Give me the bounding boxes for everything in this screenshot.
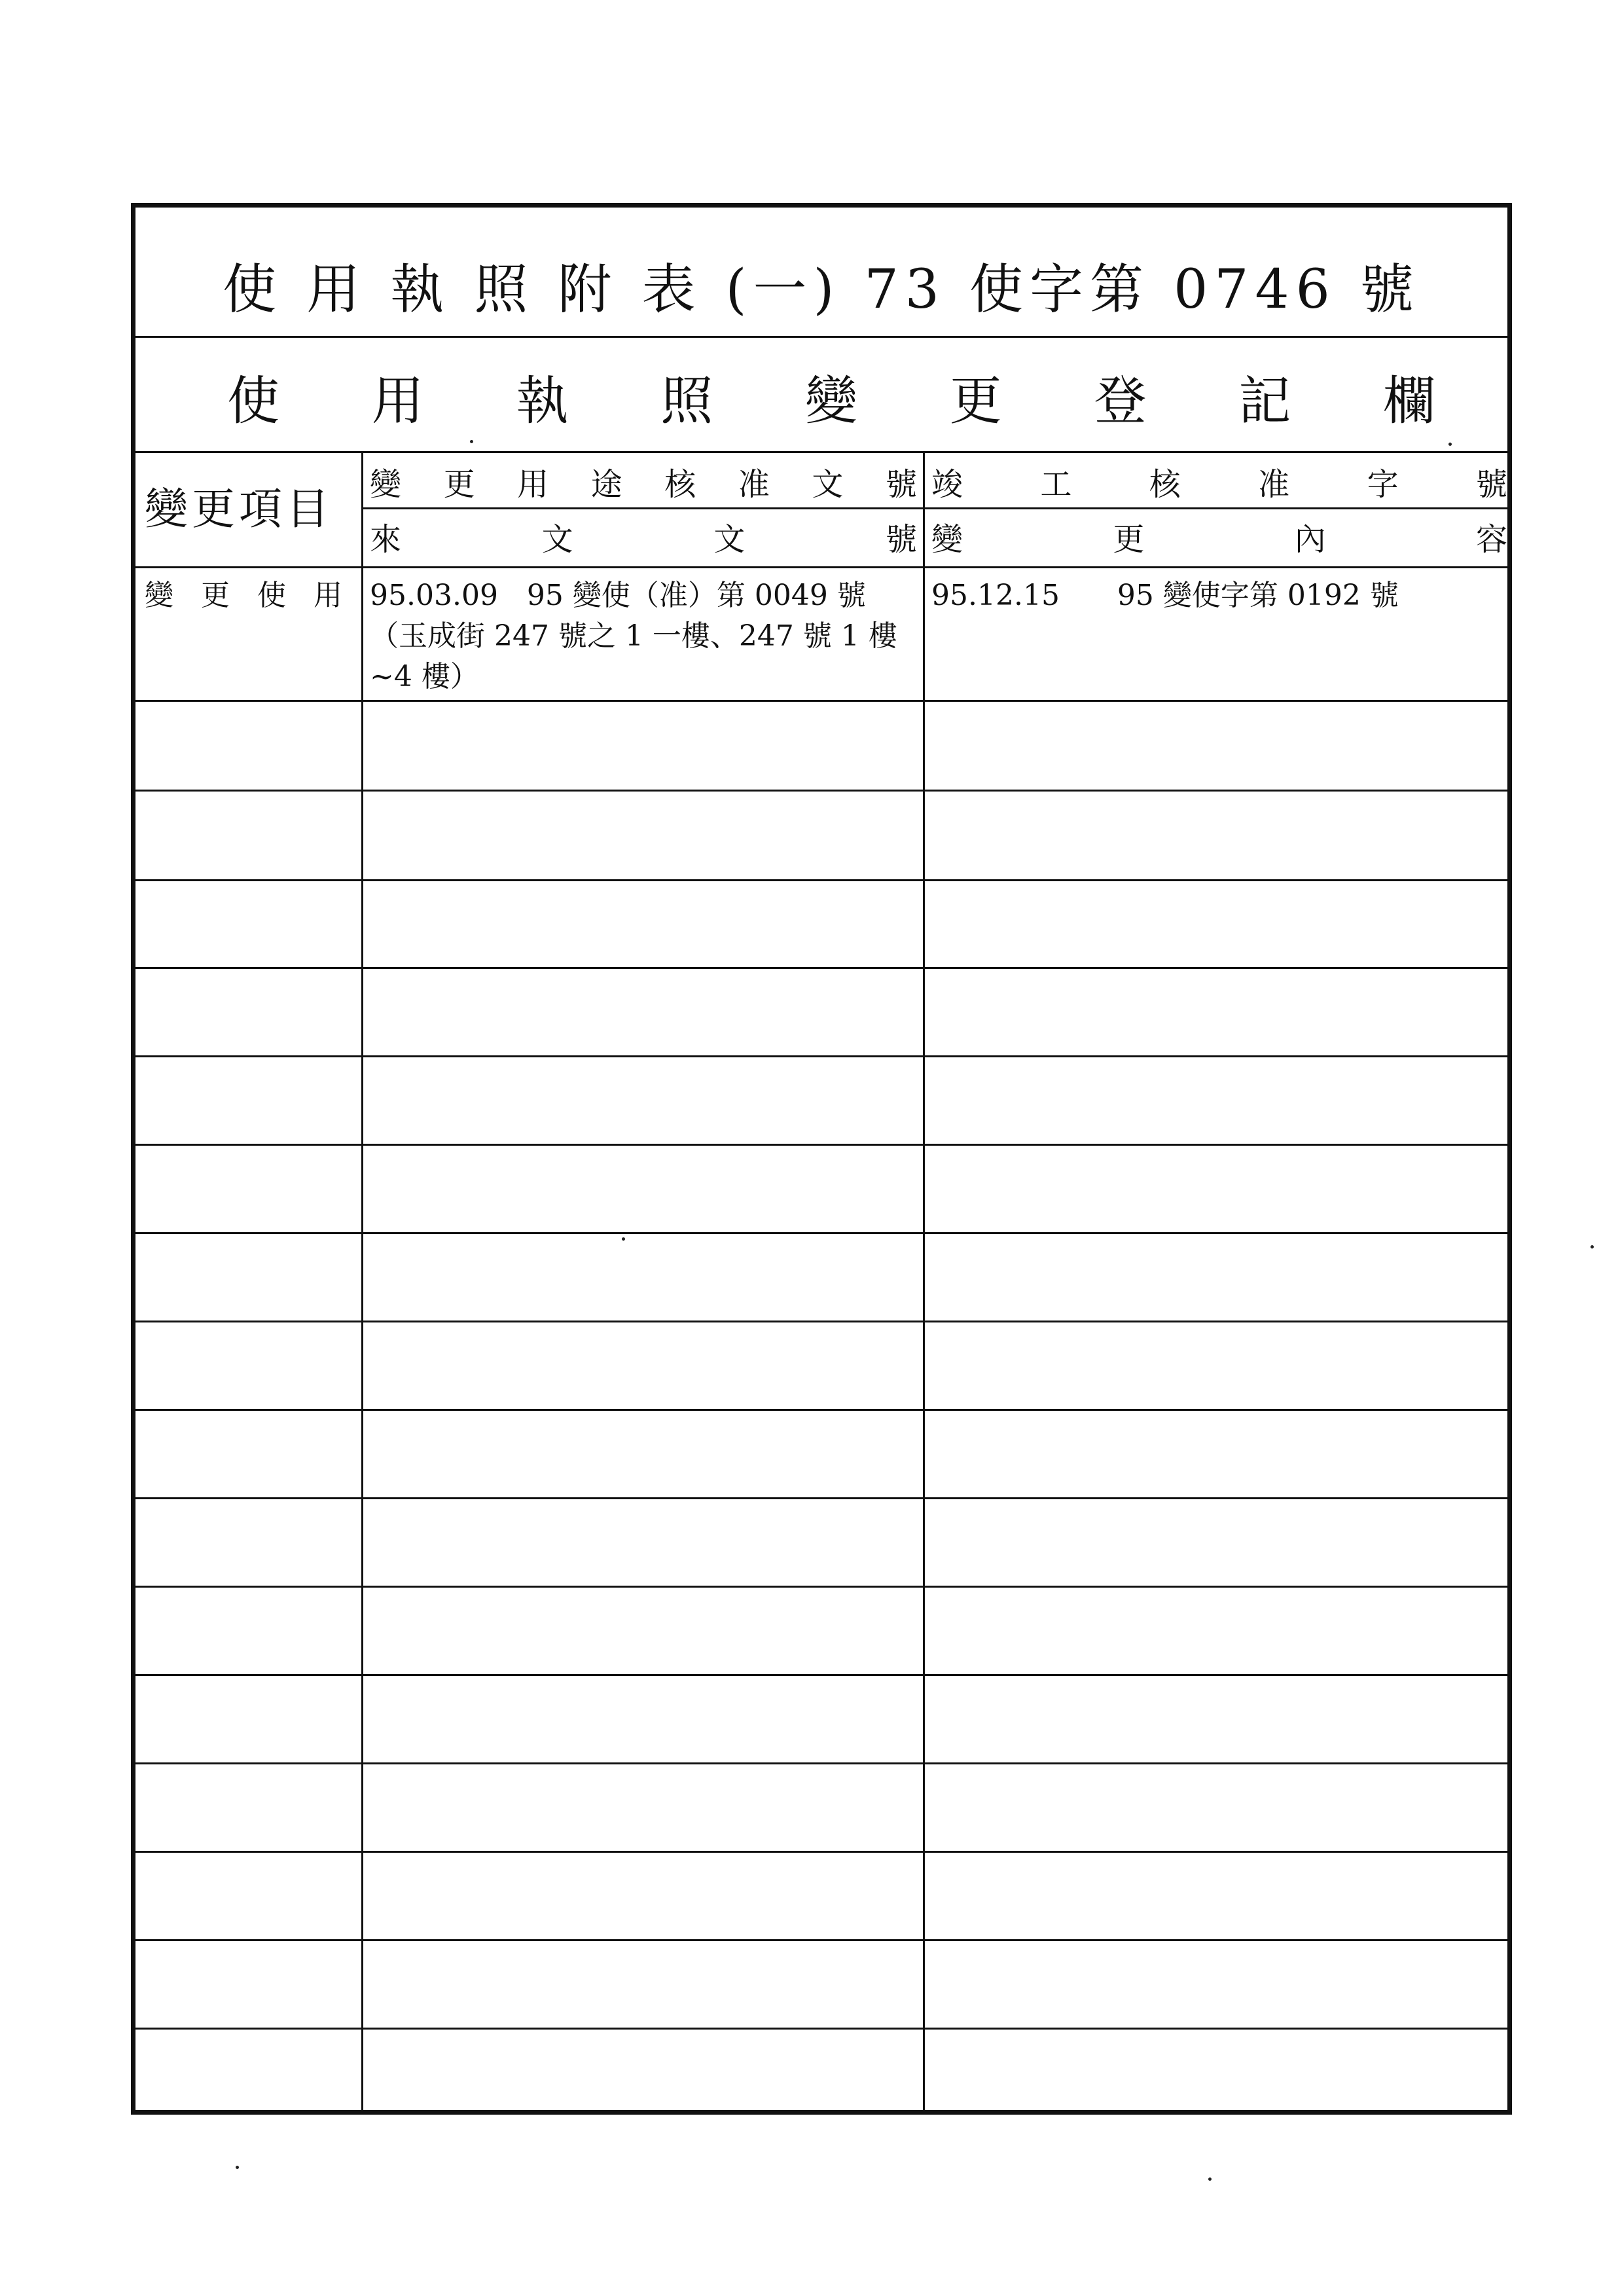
scan-speck — [1448, 443, 1452, 446]
header-char: 變 — [931, 520, 963, 558]
row-approval-doc: 95.03.09 95 變使（准）第 0049 號（玉成街 247 號之 1 一樓、247 號 1 樓~4 樓） — [370, 579, 897, 693]
header-incoming-doc — [370, 517, 917, 556]
subtitle-char: 欄 — [1383, 370, 1435, 431]
header-char: 核 — [1149, 465, 1181, 503]
divider — [363, 507, 1507, 509]
header-char: 更 — [443, 465, 475, 503]
header-char: 准 — [738, 465, 770, 503]
row-completion: 95.12.15 95 變使字第 0192 號 — [931, 579, 1399, 612]
subtitle-char: 執 — [516, 370, 569, 431]
scan-speck — [1591, 1245, 1594, 1248]
header-change-content — [931, 517, 1507, 556]
header-char: 竣 — [931, 465, 963, 503]
subtitle-char: 變 — [805, 370, 857, 431]
row-divider — [135, 1497, 1507, 1499]
header-char: 用 — [517, 465, 549, 503]
header-char: 文 — [812, 465, 844, 503]
header-completion-approval — [931, 462, 1507, 501]
license-table-frame — [131, 203, 1512, 2115]
row-divider — [135, 1409, 1507, 1411]
row-divider — [135, 1144, 1507, 1146]
row-divider — [135, 1321, 1507, 1322]
header-char: 變 — [370, 465, 402, 503]
header-char: 字 — [1367, 465, 1399, 503]
subtitle-char: 用 — [371, 370, 424, 431]
header-char: 文 — [541, 520, 573, 558]
divider — [135, 451, 1507, 453]
header-change-item: 變更項目 — [145, 484, 333, 534]
header-char: 更 — [1113, 520, 1145, 558]
scan-speck — [470, 440, 473, 443]
header-char: 內 — [1294, 520, 1326, 558]
section-subtitle — [227, 363, 1435, 429]
subtitle-char: 照 — [660, 370, 713, 431]
subtitle-char: 記 — [1238, 370, 1291, 431]
row-divider — [135, 967, 1507, 969]
scan-speck — [1208, 2178, 1212, 2181]
divider — [135, 566, 1507, 568]
row-divider — [135, 1232, 1507, 1234]
header-char: 工 — [1040, 465, 1072, 503]
row-divider — [135, 879, 1507, 881]
subtitle-char: 使 — [227, 370, 279, 431]
row-divider — [135, 700, 1507, 702]
header-char: 准 — [1258, 465, 1290, 503]
header-char: 號 — [885, 520, 917, 558]
row-divider — [135, 1851, 1507, 1853]
row-item: 變 更 使 用 — [145, 579, 351, 612]
document-title: 使 用 執 照 附 表 (一) 73 使字第 0746 號 — [223, 259, 1420, 321]
row-divider — [135, 1762, 1507, 1764]
row-divider — [135, 1674, 1507, 1676]
divider — [135, 336, 1507, 338]
header-approval-doc — [370, 462, 917, 501]
scan-speck — [236, 2166, 239, 2169]
header-char: 號 — [885, 465, 917, 503]
header-char: 容 — [1475, 520, 1507, 558]
scan-speck — [622, 1237, 625, 1241]
header-char: 號 — [1475, 465, 1507, 503]
row-divider — [135, 1055, 1507, 1057]
header-char: 文 — [713, 520, 746, 558]
subtitle-char: 更 — [949, 370, 1002, 431]
row-divider — [135, 1939, 1507, 1941]
header-char: 來 — [370, 520, 402, 558]
row-divider — [135, 2028, 1507, 2030]
subtitle-char: 登 — [1094, 370, 1147, 431]
header-char: 核 — [664, 465, 696, 503]
header-char: 途 — [590, 465, 622, 503]
row-divider — [135, 1586, 1507, 1588]
row-divider — [135, 790, 1507, 792]
